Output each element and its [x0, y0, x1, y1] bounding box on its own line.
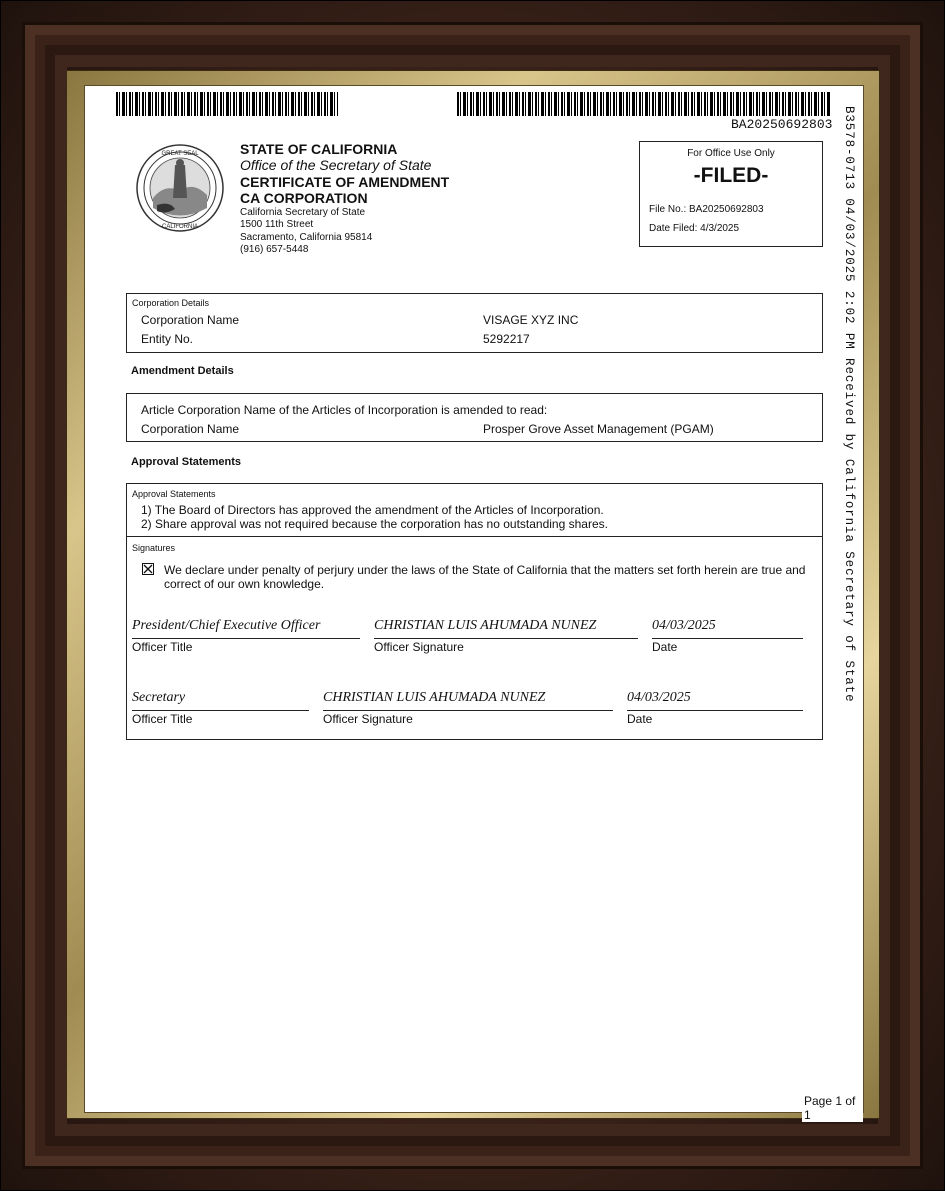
amendment-article-text: Article Corporation Name of the Articles of Incorporation is amended to read: — [141, 403, 548, 417]
corporation-details-label: Corporation Details — [132, 298, 210, 308]
address-line-3: Sacramento, California 95814 — [240, 232, 373, 243]
officer-title-1: President/Chief Executive Officer — [132, 618, 321, 633]
signature-date-2: 04/03/2025 — [627, 690, 691, 705]
certificate-title: CERTIFICATE OF AMENDMENT — [240, 174, 450, 190]
address-line-2: 1500 11th Street — [240, 219, 314, 230]
address-line-1: California Secretary of State — [240, 207, 366, 218]
officer-signature-2: CHRISTIAN LUIS AHUMADA NUNEZ — [323, 690, 546, 705]
signatures-section-label: Signatures — [132, 543, 176, 553]
signature-date-1-line — [652, 638, 803, 639]
officer-signature-1-caption: Officer Signature — [374, 640, 464, 654]
office-use-box — [639, 141, 823, 247]
state-title: STATE OF CALIFORNIA — [240, 141, 398, 157]
signature-date-1: 04/03/2025 — [652, 618, 716, 633]
corporation-name-value: VISAGE XYZ INC — [483, 313, 579, 327]
officer-title-2: Secretary — [132, 690, 186, 705]
corporation-name-label: Corporation Name — [141, 313, 240, 327]
office-title: Office of the Secretary of State — [240, 157, 432, 173]
signature-date-2-line — [627, 710, 803, 711]
amendment-details-heading: Amendment Details — [131, 365, 234, 377]
office-use-label: For Office Use Only — [687, 148, 775, 159]
received-stamp — [842, 106, 856, 122]
barcode-right — [457, 92, 831, 116]
svg-text:GREAT SEAL: GREAT SEAL — [161, 151, 199, 157]
declaration-checkbox[interactable] — [142, 563, 154, 575]
officer-signature-2-caption: Officer Signature — [323, 712, 413, 726]
address-line-4: (916) 657-5448 — [240, 244, 309, 255]
signature-date-1-caption: Date — [652, 640, 678, 654]
entity-no-value: 5292217 — [483, 332, 530, 346]
file-number: File No.: BA20250692803 — [649, 204, 764, 215]
signature-date-2-caption: Date — [627, 712, 653, 726]
officer-title-2-caption: Officer Title — [132, 712, 193, 726]
officer-title-1-caption: Officer Title — [132, 640, 193, 654]
date-filed: Date Filed: 4/3/2025 — [649, 223, 740, 234]
corp-type-title: CA CORPORATION — [240, 190, 368, 206]
page-number: Page 1 of 1 — [802, 1094, 863, 1122]
barcode-number: BA20250692803 — [731, 117, 833, 132]
amended-name-label: Corporation Name — [141, 422, 240, 436]
declaration-line-2: correct of our own knowledge. — [164, 577, 325, 591]
approval-statement-2: 2) Share approval was not required because the corporation has no outstanding shares. — [141, 517, 608, 531]
approval-section-label: Approval Statements — [132, 489, 216, 499]
svg-text:CALIFORNIA: CALIFORNIA — [161, 224, 199, 230]
entity-no-label: Entity No. — [141, 332, 194, 346]
officer-signature-2-line — [323, 710, 613, 711]
amended-name-value: Prosper Grove Asset Management (PGAM) — [483, 422, 714, 436]
officer-signature-1: CHRISTIAN LUIS AHUMADA NUNEZ — [374, 618, 597, 633]
certificate-document — [84, 85, 864, 1122]
declaration-line-1: We declare under penalty of perjury under the laws of the State of California that the matters set forth herein are true and — [164, 563, 806, 577]
section-divider — [127, 536, 822, 537]
amendment-details-box — [126, 393, 823, 442]
corporation-details-box — [126, 293, 823, 353]
approval-signatures-box — [126, 483, 823, 740]
approval-heading: Approval Statements — [131, 456, 242, 468]
barcode-left — [116, 92, 338, 116]
officer-title-1-line — [132, 638, 360, 639]
officer-title-2-line — [132, 710, 309, 711]
officer-signature-1-line — [374, 638, 638, 639]
filed-status: -FILED- — [693, 164, 769, 187]
state-seal-icon — [135, 143, 225, 233]
approval-statement-1: 1) The Board of Directors has approved the amendment of the Articles of Incorporation. — [141, 503, 604, 517]
